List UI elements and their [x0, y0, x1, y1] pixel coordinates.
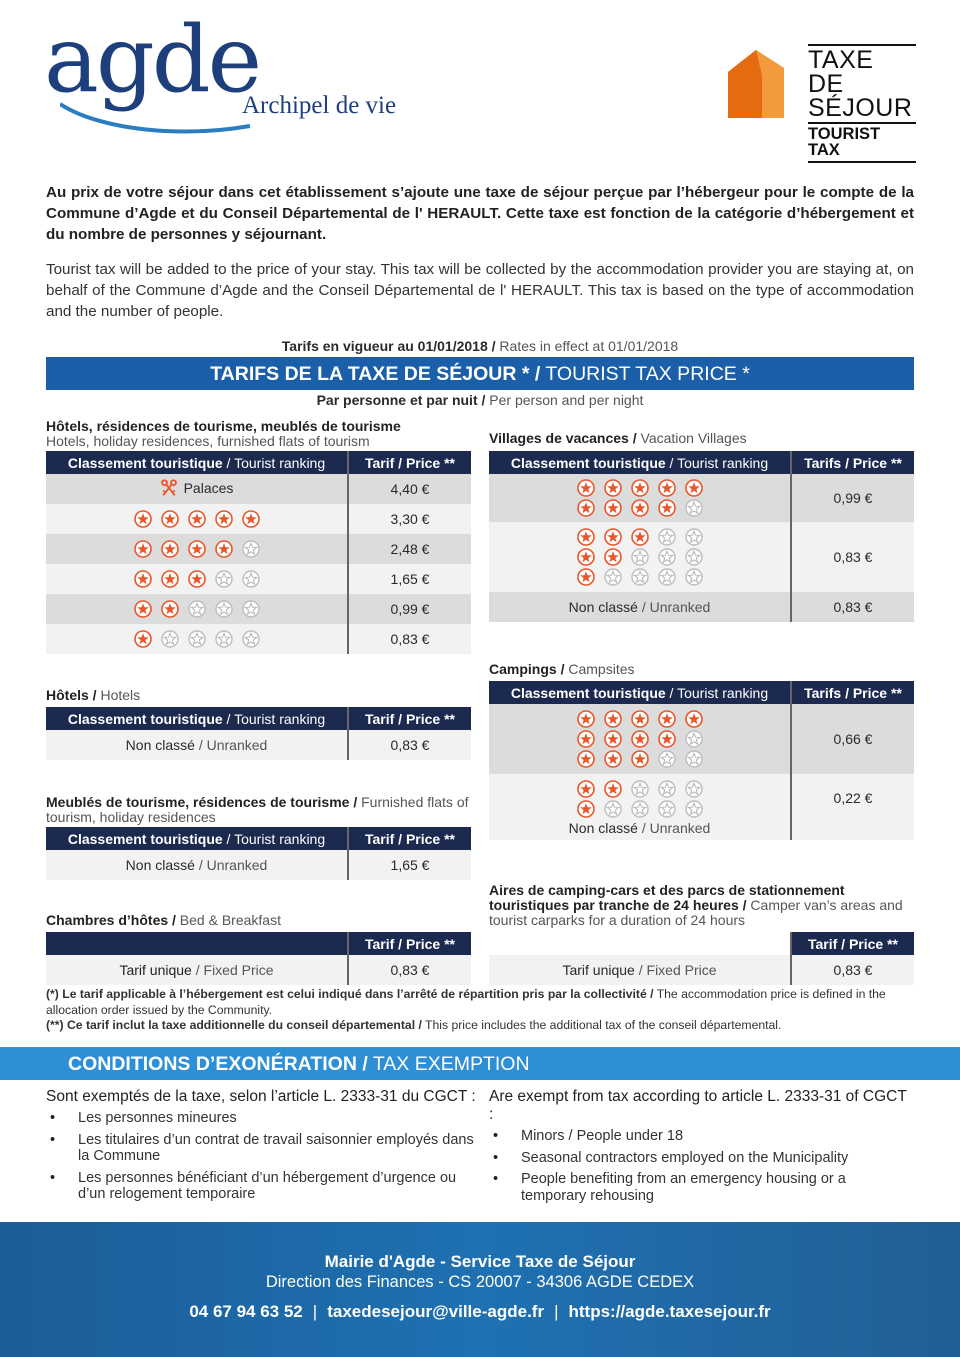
star-empty-icon: [604, 800, 622, 818]
star-filled-icon: [215, 510, 233, 528]
star-filled-icon: [134, 630, 152, 648]
star-empty-icon: [685, 800, 703, 818]
furnished-table: Classement touristique / Tourist ranking Tarif / Price ** Non classé / Unranked 1,65 €: [46, 827, 471, 880]
star-filled-icon: [134, 510, 152, 528]
star-filled-icon: [577, 568, 595, 586]
star-filled-icon: [604, 528, 622, 546]
star-empty-icon: [188, 630, 206, 648]
star-empty-icon: [658, 750, 676, 768]
star-rating: [134, 570, 260, 588]
star-filled-icon: [604, 710, 622, 728]
star-filled-icon: [161, 570, 179, 588]
price-cell: 1,65 €: [348, 564, 471, 594]
star-rating: [134, 510, 260, 528]
villages-table: Classement touristique / Tourist ranking Tarifs / Price ** 0,99 € 0,83 € Non classé / Unranked 0,83 €: [489, 451, 914, 622]
list-item: • Minors / People under 18: [489, 1128, 914, 1145]
star-empty-icon: [685, 568, 703, 586]
star-filled-icon: [604, 730, 622, 748]
star-filled-icon: [134, 570, 152, 588]
price-cell: 0,83 €: [348, 624, 471, 654]
star-rating: [489, 800, 790, 818]
star-empty-icon: [242, 570, 260, 588]
star-filled-icon: [658, 479, 676, 497]
table-row: 0,66 €: [489, 704, 914, 774]
list-item: • Seasonal contractors employed on the Municipality: [489, 1150, 914, 1167]
star-filled-icon: [577, 548, 595, 566]
footer-address: Direction des Finances - CS 20007 - 34306 AGDE CEDEX: [265, 1273, 695, 1291]
list-item: • Les personnes mineures: [46, 1110, 476, 1127]
star-empty-icon: [658, 528, 676, 546]
star-rating: [489, 568, 790, 586]
star-empty-icon: [215, 570, 233, 588]
star-filled-icon: [577, 750, 595, 768]
list-item: • Les personnes bénéficiant d’un hébergement d’urgence ou d’un relogement temporaire: [46, 1170, 476, 1203]
footer-office: Mairie d'Agde - Service Taxe de Séjour: [324, 1252, 636, 1271]
star-empty-icon: [658, 568, 676, 586]
table-row: Tarif unique / Fixed Price 0,83 €: [46, 955, 471, 985]
star-rating: [134, 630, 260, 648]
star-filled-icon: [604, 548, 622, 566]
star-filled-icon: [577, 780, 595, 798]
star-filled-icon: [658, 499, 676, 517]
section-title-campers: Aires de camping-cars et des parcs de stationnement touristiques par tranche de 24 heures / Camper van’s areas and tourist carparks for a duration of 24 hours: [489, 882, 903, 928]
per-person-subtitle: Par personne et par nuit / Per person and per night: [316, 392, 644, 408]
palaces-label: Palaces: [183, 479, 234, 496]
star-filled-icon: [604, 479, 622, 497]
star-empty-icon: [685, 730, 703, 748]
star-empty-icon: [631, 800, 649, 818]
star-empty-icon: [604, 568, 622, 586]
table-row: Non classé / Unranked 0,22 €: [489, 774, 914, 840]
table-row: [46, 474, 471, 504]
star-rating: [134, 600, 260, 618]
star-empty-icon: [658, 780, 676, 798]
footnotes: (*) Le tarif applicable à l’hébergement est celui indiqué dans l’arrêté de répartition pris par la collectivité / The accommodation price is defined in the allocation order issued by the Community. (**) Ce tarif inclut la taxe additionnelle du conseil départemental / This price includes the additional tax of the conseil départemental.: [46, 987, 886, 1032]
star-filled-icon: [577, 800, 595, 818]
star-empty-icon: [631, 548, 649, 566]
table-row: 0,83 €: [489, 522, 914, 592]
price-cell: 3,30 €: [348, 504, 471, 534]
exemption-french: [46, 1088, 476, 1208]
star-filled-icon: [577, 479, 595, 497]
campings-table: Classement touristique / Tourist ranking Tarifs / Price ** 0,66 € Non classé / Unranked 0,22 €: [489, 681, 914, 840]
star-rating: [489, 548, 790, 566]
star-empty-icon: [242, 540, 260, 558]
star-filled-icon: [685, 710, 703, 728]
star-rating: [134, 540, 260, 558]
star-empty-icon: [631, 780, 649, 798]
star-empty-icon: [188, 600, 206, 618]
hotels-table: Classement touristique / Tourist ranking Tarif / Price ** Non classé / Unranked 0,83 €: [46, 707, 471, 760]
star-empty-icon: [215, 630, 233, 648]
star-filled-icon: [188, 510, 206, 528]
table-row: Non classé / Unranked 0,83 €: [489, 592, 914, 622]
exemption-english: [489, 1088, 914, 1209]
footer: [0, 1222, 960, 1357]
section-title-furnished: Meublés de tourisme, résidences de tourisme / Furnished flats of tourism, holiday residences: [46, 794, 469, 825]
section-title-hotels: Hôtels / Hotels: [46, 687, 141, 703]
star-filled-icon: [631, 710, 649, 728]
col-ranking-header: Classement touristique / Tourist ranking: [46, 451, 348, 474]
star-empty-icon: [215, 600, 233, 618]
exemption-english-heading: Are exempt from tax according to article L. 2333-31 of CGCT :: [489, 1088, 907, 1123]
star-rating: [489, 710, 790, 728]
star-filled-icon: [134, 540, 152, 558]
star-filled-icon: [161, 540, 179, 558]
table-row: Tarif unique / Fixed Price 0,83 €: [489, 955, 914, 985]
table-row: 0,99 €: [489, 474, 914, 522]
star-empty-icon: [658, 548, 676, 566]
star-filled-icon: [604, 780, 622, 798]
exemption-banner: CONDITIONS D’EXONÉRATION / TAX EXEMPTION: [0, 1047, 960, 1080]
intro-english: Tourist tax will be added to the price of your stay. This tax will be collected by the accommodation provider you are staying at, on behalf of the Commune d’Agde and the Conseil Départemental de l' HERAULT. This tax is based on the type of accommodation and the number of people.: [46, 261, 914, 320]
star-filled-icon: [631, 750, 649, 768]
table-row: [46, 594, 471, 624]
rates-date: Tarifs en vigueur au 01/01/2018 / Rates in effect at 01/01/2018: [281, 338, 679, 354]
star-filled-icon: [242, 510, 260, 528]
intro-french: Au prix de votre séjour dans cet établissement s’ajoute une taxe de séjour perçue par l’hébergeur pour le compte de la Commune d’Agde et du Conseil Départemental de l' HERAULT. Cette taxe est fonction de la catégorie d’hébergement et du nombre de personnes y séjournant.: [46, 184, 914, 243]
star-filled-icon: [577, 730, 595, 748]
hotels-residences-table: [46, 451, 471, 654]
star-rating: [489, 479, 790, 497]
tourist-tax-logo: [808, 44, 916, 163]
table-row: [46, 504, 471, 534]
star-filled-icon: [631, 479, 649, 497]
section-title-hotels-residences: Hôtels, résidences de tourisme, meublés de tourisme Hotels, holiday residences, furnished flats of tourism: [46, 418, 401, 449]
list-item: • People benefiting from an emergency housing or a temporary rehousing: [489, 1171, 914, 1204]
tax-logo-line1: TAXE DE: [808, 46, 874, 98]
star-filled-icon: [188, 540, 206, 558]
col-price-header: Tarif / Price **: [348, 451, 471, 474]
star-filled-icon: [658, 710, 676, 728]
star-empty-icon: [685, 499, 703, 517]
price-cell: 0,99 €: [348, 594, 471, 624]
section-title-villages: Villages de vacances / Vacation Villages: [489, 430, 747, 446]
star-rating: [489, 499, 790, 517]
campers-table: Tarif / Price ** Tarif unique / Fixed Price 0,83 €: [489, 932, 914, 985]
agde-logo: agde: [44, 6, 260, 113]
star-rating: [489, 750, 790, 768]
house-icon: [722, 46, 792, 120]
price-cell: 2,48 €: [348, 534, 471, 564]
star-filled-icon: [577, 499, 595, 517]
star-filled-icon: [685, 479, 703, 497]
star-filled-icon: [631, 528, 649, 546]
star-filled-icon: [188, 570, 206, 588]
star-filled-icon: [604, 750, 622, 768]
crossed-keys-icon: [160, 479, 178, 497]
table-row: [46, 624, 471, 654]
star-empty-icon: [685, 548, 703, 566]
logo-swoosh-icon: [60, 96, 260, 140]
star-filled-icon: [631, 730, 649, 748]
star-empty-icon: [685, 750, 703, 768]
table-row: [46, 534, 471, 564]
star-filled-icon: [577, 528, 595, 546]
star-filled-icon: [631, 499, 649, 517]
footer-contacts: 04 67 94 63 52 | taxedesejour@ville-agde.fr | https://agde.taxesejour.fr: [189, 1302, 771, 1321]
star-empty-icon: [242, 600, 260, 618]
star-filled-icon: [604, 499, 622, 517]
email-link[interactable]: taxedesejour@ville-agde.fr: [327, 1302, 545, 1321]
star-filled-icon: [577, 710, 595, 728]
table-row: [46, 564, 471, 594]
phone-link[interactable]: 04 67 94 63 52: [189, 1302, 303, 1321]
list-item: • Les titulaires d’un contrat de travail saisonnier employés dans la Commune: [46, 1132, 476, 1165]
section-title-bnb: Chambres d’hôtes / Bed & Breakfast: [46, 912, 281, 928]
website-link[interactable]: https://agde.taxesejour.fr: [568, 1302, 771, 1321]
exemption-french-heading: Sont exemptés de la taxe, selon l’article L. 2333-31 du CGCT :: [46, 1088, 476, 1105]
bnb-table: Tarif / Price ** Tarif unique / Fixed Price 0,83 €: [46, 932, 471, 985]
star-rating: [489, 730, 790, 748]
star-empty-icon: [631, 568, 649, 586]
logo-tagline: Archipel de vie: [242, 92, 397, 119]
star-empty-icon: [658, 800, 676, 818]
table-row: Non classé / Unranked 1,65 €: [46, 850, 471, 880]
star-filled-icon: [215, 540, 233, 558]
star-filled-icon: [161, 510, 179, 528]
price-cell: 4,40 €: [348, 474, 471, 504]
star-filled-icon: [161, 600, 179, 618]
star-filled-icon: [658, 730, 676, 748]
section-title-campings: Campings / Campsites: [489, 661, 635, 677]
main-banner: TARIFS DE LA TAXE DE SÉJOUR * / TOURIST TAX PRICE *: [46, 357, 914, 390]
star-empty-icon: [242, 630, 260, 648]
star-empty-icon: [161, 630, 179, 648]
star-rating: [489, 528, 790, 546]
tax-logo-line3: TOURIST TAX: [808, 127, 916, 162]
star-empty-icon: [685, 528, 703, 546]
star-filled-icon: [134, 600, 152, 618]
table-row: Non classé / Unranked 0,83 €: [46, 730, 471, 760]
star-rating: [489, 780, 790, 798]
star-empty-icon: [685, 780, 703, 798]
tax-logo-line2: SÉJOUR: [808, 97, 916, 125]
